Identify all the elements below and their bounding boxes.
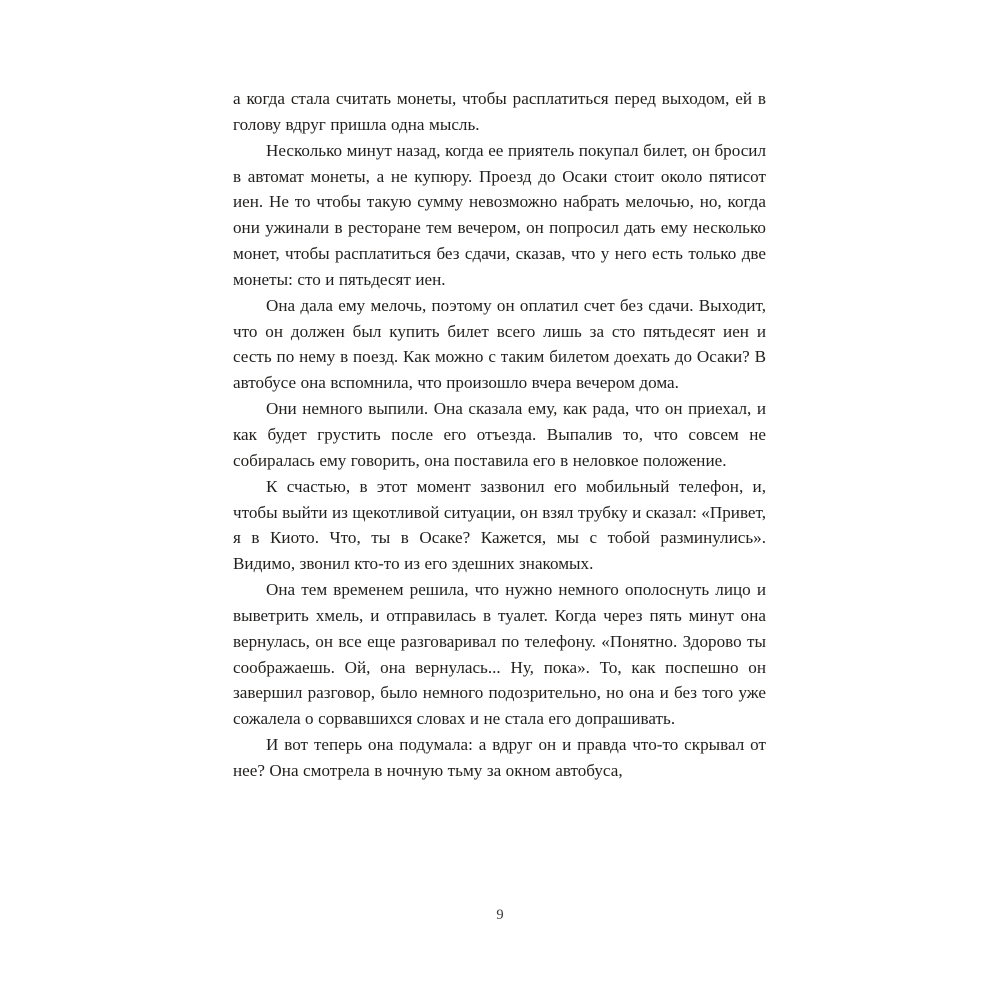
paragraph: Она дала ему мелочь, поэтому он оплатил счет без сдачи. Выходит, что он должен был купить билет всего лишь за сто пятьдесят иен и сесть по нему в поезд. Как можно с таким билетом доехать до Осаки? В автобусе она вспомнила, что произошло вчера вечером дома.: [233, 295, 766, 393]
page-number: 9: [496, 907, 504, 923]
page-text-block: [233, 86, 766, 784]
paragraph: Она тем временем решила, что нужно немного ополоснуть лицо и выветрить хмель, и отправилась в туалет. Когда через пять минут она вернулась, он все еще разговаривал по телефону. «Понятно. Здорово ты соображаешь. Ой, она вернулась... Ну, пока». То, как поспешно он завершил разговор, было немного подозрительно, но она и без того уже сожалела о сорвавшихся словах и не стала его допрашивать.: [233, 580, 766, 729]
paragraph-continued: а когда стала считать монеты, чтобы расплатиться перед выходом, ей в голову вдруг пришла одна мысль.: [233, 89, 766, 134]
paragraph: И вот теперь она подумала: а вдруг он и правда что-то скрывал от нее? Она смотрела в ночную тьму за окном автобуса,: [233, 735, 766, 780]
paragraph: Несколько минут назад, когда ее приятель покупал билет, он бросил в автомат монеты, а не купюру. Проезд до Осаки стоит около пятисот иен. Не то чтобы такую сумму невозможно набрать мелочью, но, когда они ужинали в ресторане тем вечером, он попросил дать ему несколько монет, чтобы расплатиться без сдачи, сказав, что у него есть только две монеты: сто и пятьдесят иен.: [233, 140, 766, 289]
paragraph: К счастью, в этот момент зазвонил его мобильный телефон, и, чтобы выйти из щекотливой ситуации, он взял трубку и сказал: «Привет, я в Киото. Что, ты в Осаке? Кажется, мы с тобой разминулись». Видимо, звонил кто-то из его здешних знакомых.: [233, 476, 766, 574]
paragraph: Они немного выпили. Она сказала ему, как рада, что он приехал, и как будет грустить после его отъезда. Выпалив то, что совсем не собиралась ему говорить, она поставила его в неловкое положение.: [233, 399, 766, 470]
